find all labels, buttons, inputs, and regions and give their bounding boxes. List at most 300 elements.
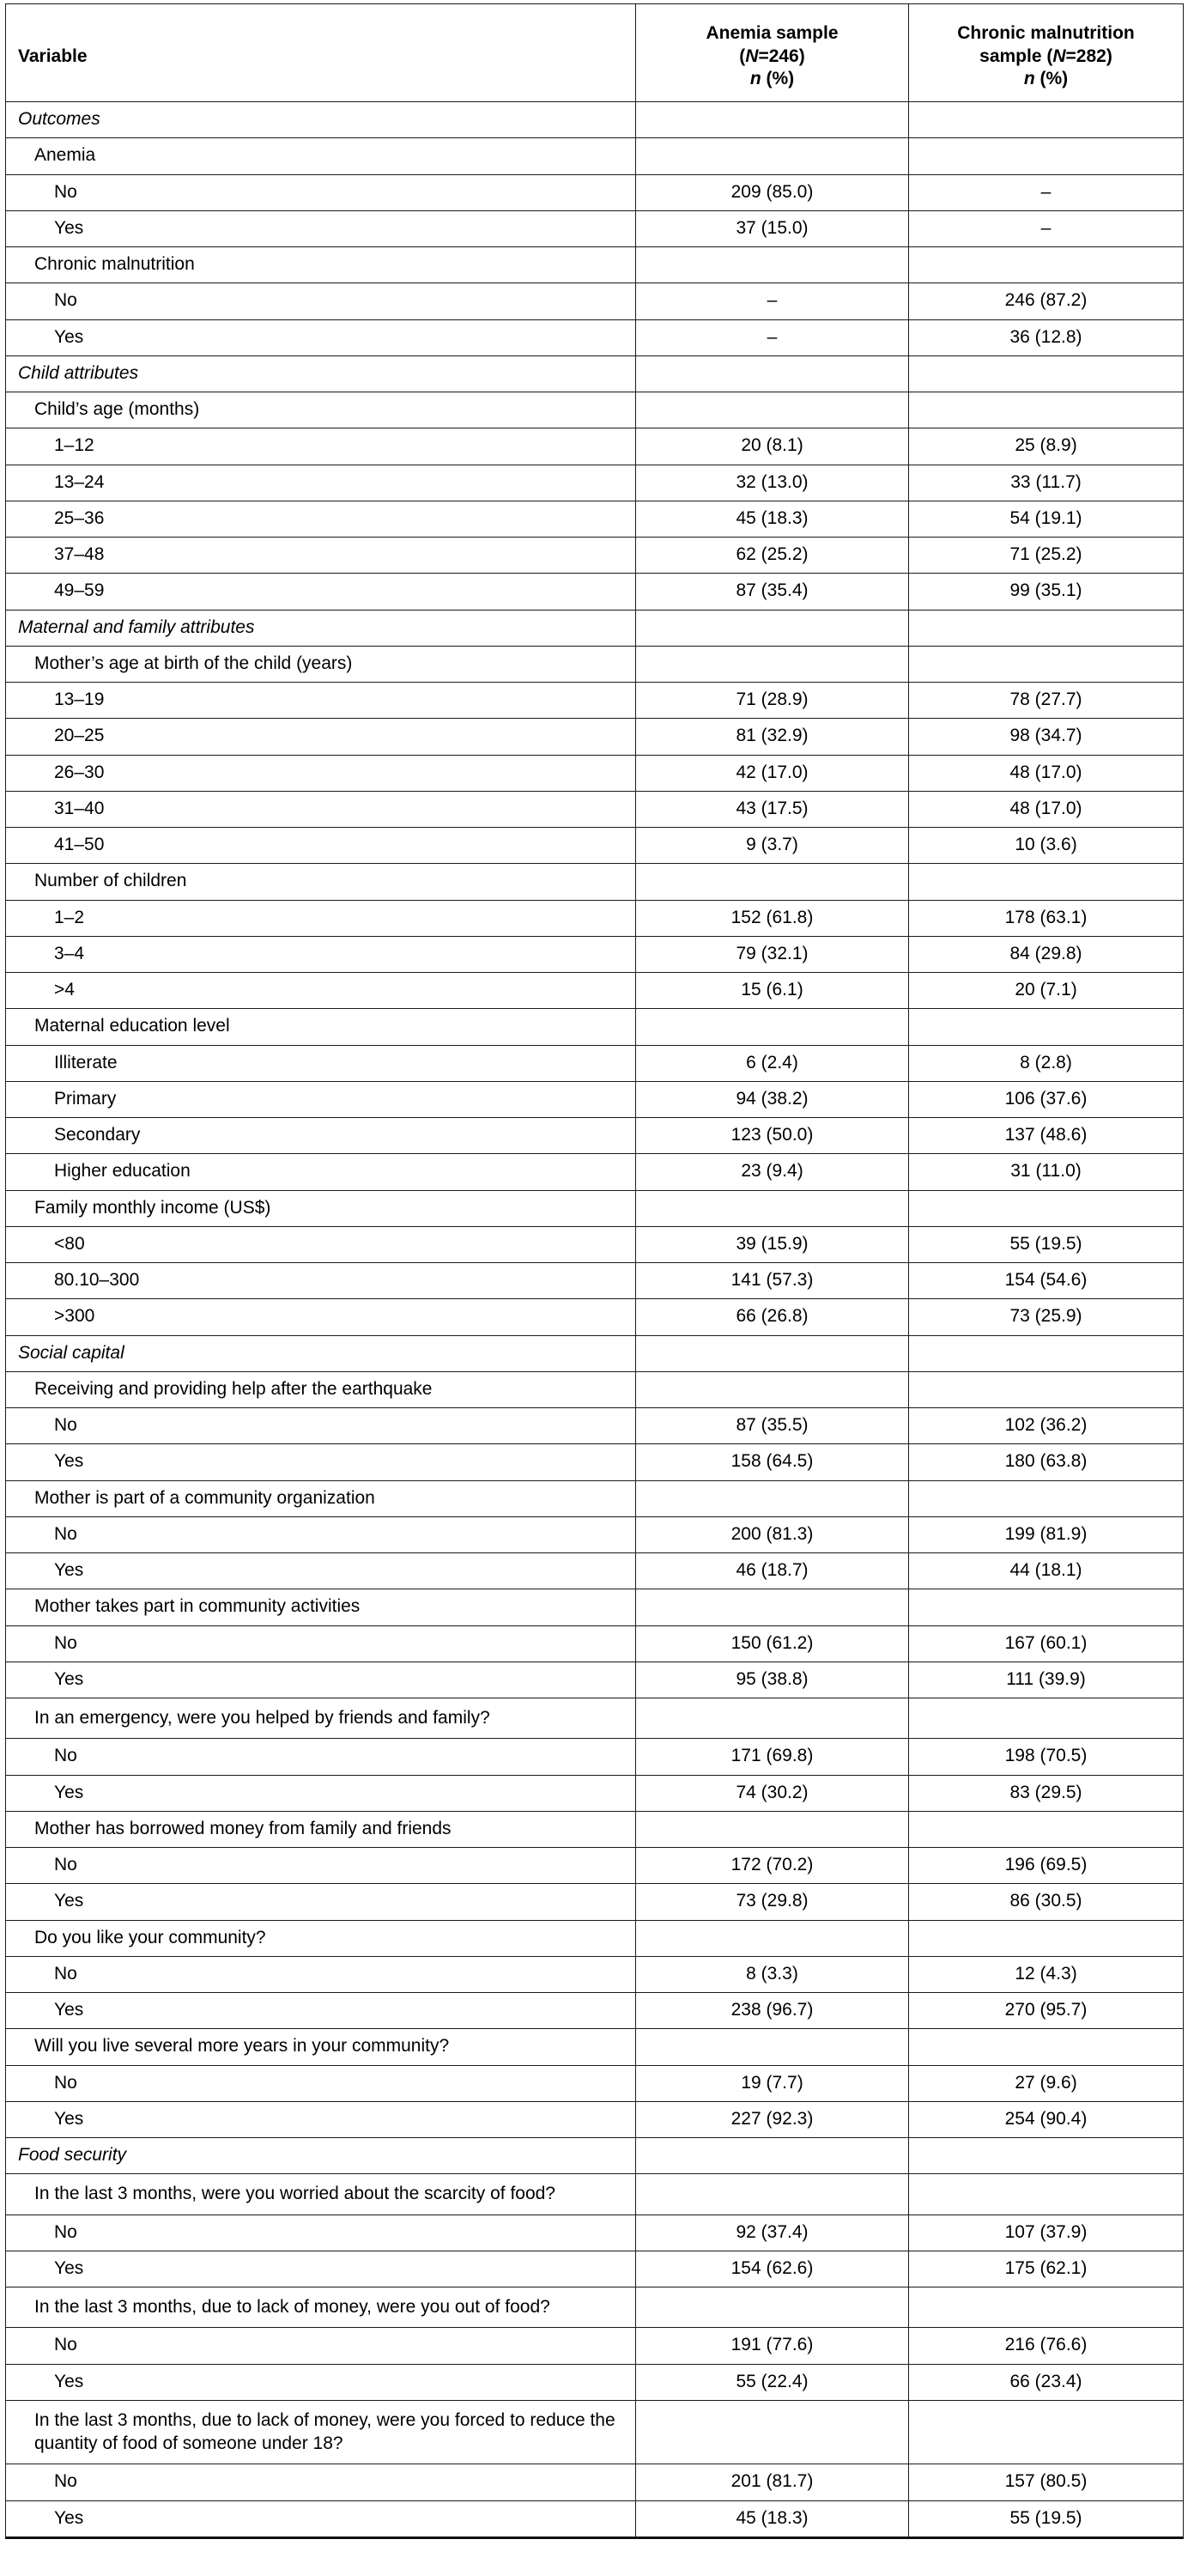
variable-category-cell [6, 2215, 636, 2251]
variable-category-cell [6, 973, 636, 1009]
table-row [6, 2215, 1184, 2251]
anemia-sample-value-cell: 209 (85.0) [636, 174, 909, 210]
row-label: Yes [54, 1891, 84, 1911]
anemia-sample-value-cell [636, 1371, 909, 1407]
table-row [6, 973, 1184, 1009]
anemia-sample-value-cell: 37 (15.0) [636, 210, 909, 246]
chronic-malnutrition-sample-value-cell: 270 (95.7) [909, 1993, 1184, 2029]
row-label: Food security [18, 2145, 127, 2166]
row-label: Maternal education level [34, 1016, 230, 1036]
chronic-malnutrition-sample-value-cell [909, 1009, 1184, 1045]
chronic-malnutrition-sample-value-cell: 55 (19.5) [909, 2500, 1184, 2537]
row-label: Primary [54, 1088, 117, 1109]
chronic-malnutrition-sample-value-cell [909, 1811, 1184, 1847]
anemia-sample-value-cell [636, 355, 909, 392]
row-label: Mother takes part in community activities [34, 1596, 361, 1617]
chronic-malnutrition-sample-value-cell [909, 1190, 1184, 1226]
chronic-malnutrition-sample-value-cell: 27 (9.6) [909, 2065, 1184, 2101]
row-label: Mother is part of a community organization [34, 1487, 375, 1508]
row-label: 37–48 [54, 544, 105, 564]
table-row [6, 538, 1184, 574]
row-label: Higher education [54, 1161, 191, 1182]
table-row [6, 791, 1184, 827]
row-label: Yes [54, 2371, 84, 2391]
row-label: No [54, 1415, 77, 1435]
chronic-malnutrition-sample-value-cell: 20 (7.1) [909, 973, 1184, 1009]
table-row [6, 283, 1184, 319]
table-row [6, 1698, 1184, 1739]
chronic-malnutrition-sample-value-cell: 54 (19.1) [909, 501, 1184, 537]
variable-category-cell [6, 1118, 636, 1154]
row-label: 13–24 [54, 471, 105, 492]
anemia-header-line1: Anemia sample [706, 22, 839, 43]
chronic-malnutrition-sample-value-cell [909, 2029, 1184, 2065]
table-row [6, 2400, 1184, 2464]
variable-name-cell [6, 138, 636, 174]
anemia-sample-value-cell: 66 (26.8) [636, 1299, 909, 1335]
variable-category-cell [6, 1226, 636, 1262]
anemia-sample-value-cell: 141 (57.3) [636, 1263, 909, 1299]
row-label: 1–12 [54, 435, 94, 456]
row-label: 26–30 [54, 762, 105, 782]
chronic-malnutrition-sample-value-cell [909, 1335, 1184, 1371]
row-label: >4 [54, 980, 75, 999]
row-label: 13–19 [54, 690, 105, 709]
anemia-sample-value-cell [636, 864, 909, 900]
table-row [6, 1335, 1184, 1371]
chronic-header-line3-post: (%) [1034, 69, 1069, 89]
anemia-sample-value-cell [636, 1335, 909, 1371]
chronic-malnutrition-sample-value-cell [909, 1371, 1184, 1407]
row-label: Yes [54, 1560, 84, 1580]
row-label: Anemia [34, 145, 96, 166]
anemia-sample-value-cell [636, 2138, 909, 2174]
anemia-sample-value-cell [636, 102, 909, 138]
chronic-malnutrition-sample-value-cell: 106 (37.6) [909, 1081, 1184, 1117]
row-label: 25–36 [54, 507, 105, 528]
variable-category-cell [6, 1956, 636, 1992]
anemia-sample-value-cell: 238 (96.7) [636, 1993, 909, 2029]
section-header-cell [6, 355, 636, 392]
column-header-variable [6, 4, 636, 102]
table-row [6, 1956, 1184, 1992]
section-header-cell [6, 102, 636, 138]
anemia-header-line2-italic-N: N [745, 46, 759, 66]
anemia-sample-value-cell: 191 (77.6) [636, 2328, 909, 2364]
table-row [6, 1516, 1184, 1552]
table-row [6, 755, 1184, 791]
chronic-malnutrition-sample-value-cell [909, 2287, 1184, 2328]
anemia-sample-value-cell: 43 (17.5) [636, 791, 909, 827]
table-row [6, 646, 1184, 682]
anemia-sample-value-cell [636, 392, 909, 428]
column-header-anemia-sample [636, 4, 909, 102]
variable-name-cell [6, 247, 636, 283]
anemia-sample-value-cell: 172 (70.2) [636, 1848, 909, 1884]
table-row [6, 319, 1184, 355]
variable-category-cell [6, 2500, 636, 2537]
table-row [6, 1009, 1184, 1045]
row-label: Do you like your community? [34, 1927, 266, 1947]
row-label: No [54, 290, 77, 311]
row-label: 1–2 [54, 907, 85, 927]
chronic-malnutrition-sample-value-cell [909, 864, 1184, 900]
chronic-header-line3 [918, 68, 1174, 91]
chronic-malnutrition-sample-value-cell [909, 247, 1184, 283]
row-label: Illiterate [54, 1052, 118, 1072]
row-label: 3–4 [54, 943, 85, 963]
anemia-header-line3-post: (%) [761, 69, 795, 89]
chronic-malnutrition-sample-value-cell: 25 (8.9) [909, 428, 1184, 465]
table-row [6, 1920, 1184, 1956]
row-label: >300 [54, 1306, 95, 1327]
anemia-sample-value-cell: 154 (62.6) [636, 2251, 909, 2287]
table-row [6, 900, 1184, 936]
variable-category-cell [6, 210, 636, 246]
anemia-header-line3 [645, 68, 900, 91]
descriptive-statistics-table [5, 3, 1184, 2539]
row-label: Yes [54, 2000, 84, 2020]
table-header [6, 4, 1184, 102]
anemia-sample-value-cell [636, 2029, 909, 2065]
row-label: Child’s age (months) [34, 399, 200, 419]
row-label: No [54, 1746, 77, 1766]
anemia-sample-value-cell [636, 610, 909, 646]
table-row [6, 1299, 1184, 1335]
anemia-sample-value-cell: 152 (61.8) [636, 900, 909, 936]
anemia-sample-value-cell: 123 (50.0) [636, 1118, 909, 1154]
anemia-sample-value-cell: 55 (22.4) [636, 2364, 909, 2400]
row-label: Secondary [54, 1125, 141, 1145]
chronic-malnutrition-sample-value-cell: 157 (80.5) [909, 2464, 1184, 2500]
anemia-sample-value-cell: 46 (18.7) [636, 1553, 909, 1589]
table-row [6, 828, 1184, 864]
table-row [6, 1154, 1184, 1190]
table-row [6, 465, 1184, 501]
anemia-sample-value-cell: 20 (8.1) [636, 428, 909, 465]
table-row [6, 1118, 1184, 1154]
row-label: In the last 3 months, were you worried about the scarcity of food? [34, 2184, 555, 2204]
anemia-sample-value-cell: 32 (13.0) [636, 465, 909, 501]
table-row [6, 2464, 1184, 2500]
variable-category-cell [6, 2101, 636, 2137]
variable-category-cell [6, 828, 636, 864]
chronic-malnutrition-sample-value-cell: 66 (23.4) [909, 2364, 1184, 2400]
table-row [6, 1081, 1184, 1117]
row-label: Receiving and providing help after the earthquake [34, 1378, 433, 1399]
row-label: No [54, 181, 77, 202]
chronic-malnutrition-sample-value-cell [909, 392, 1184, 428]
anemia-sample-value-cell: 81 (32.9) [636, 719, 909, 755]
chronic-malnutrition-sample-value-cell: 86 (30.5) [909, 1884, 1184, 1920]
variable-category-cell [6, 465, 636, 501]
row-label: Yes [54, 217, 84, 238]
anemia-sample-value-cell: 87 (35.5) [636, 1408, 909, 1444]
variable-category-cell [6, 1444, 636, 1480]
variable-category-cell [6, 1299, 636, 1335]
chronic-malnutrition-sample-value-cell: – [909, 210, 1184, 246]
anemia-sample-value-cell: 23 (9.4) [636, 1154, 909, 1190]
chronic-malnutrition-sample-value-cell: 10 (3.6) [909, 828, 1184, 864]
chronic-malnutrition-sample-value-cell: 44 (18.1) [909, 1553, 1184, 1589]
table-row [6, 719, 1184, 755]
chronic-malnutrition-sample-value-cell [909, 2138, 1184, 2174]
chronic-malnutrition-sample-value-cell: 199 (81.9) [909, 1516, 1184, 1552]
row-label: Outcomes [18, 109, 100, 129]
row-label: No [54, 2072, 77, 2093]
anemia-sample-value-cell: 73 (29.8) [636, 1884, 909, 1920]
variable-name-cell [6, 2174, 636, 2215]
anemia-sample-value-cell: 150 (61.2) [636, 1625, 909, 1662]
row-label: In the last 3 months, due to lack of money, were you forced to reduce the quantity of food of someone under 18? [34, 2409, 615, 2454]
chronic-malnutrition-sample-value-cell [909, 102, 1184, 138]
anemia-sample-value-cell [636, 1009, 909, 1045]
section-header-cell [6, 1335, 636, 1371]
chronic-malnutrition-sample-value-cell: 175 (62.1) [909, 2251, 1184, 2287]
variable-name-cell [6, 2400, 636, 2464]
anemia-header-line2-post: =246) [758, 46, 805, 66]
variable-category-cell [6, 2364, 636, 2400]
anemia-sample-value-cell: 9 (3.7) [636, 828, 909, 864]
anemia-sample-value-cell: 94 (38.2) [636, 1081, 909, 1117]
row-label: Will you live several more years in your community? [34, 2036, 450, 2057]
variable-category-cell [6, 791, 636, 827]
chronic-malnutrition-sample-value-cell [909, 355, 1184, 392]
anemia-sample-value-cell: 42 (17.0) [636, 755, 909, 791]
anemia-sample-value-cell: – [636, 319, 909, 355]
chronic-malnutrition-sample-value-cell [909, 1480, 1184, 1516]
table-row [6, 2138, 1184, 2174]
chronic-malnutrition-sample-value-cell: 84 (29.8) [909, 936, 1184, 972]
table-row [6, 936, 1184, 972]
table-row [6, 138, 1184, 174]
variable-category-cell [6, 2464, 636, 2500]
row-label: Chronic malnutrition [34, 254, 195, 274]
row-label: 49–59 [54, 580, 105, 601]
chronic-malnutrition-sample-value-cell [909, 646, 1184, 682]
row-label: Mother has borrowed money from family and friends [34, 1818, 452, 1838]
chronic-malnutrition-sample-value-cell: 198 (70.5) [909, 1739, 1184, 1775]
row-label: Yes [54, 2257, 84, 2278]
variable-category-cell [6, 1884, 636, 1920]
chronic-malnutrition-sample-value-cell: 254 (90.4) [909, 2101, 1184, 2137]
table-row [6, 1589, 1184, 1625]
variable-category-cell [6, 428, 636, 465]
row-label: No [54, 1632, 77, 1653]
table-row [6, 355, 1184, 392]
table-row [6, 2500, 1184, 2537]
row-label: 31–40 [54, 798, 105, 818]
row-label: In the last 3 months, due to lack of money, were you out of food? [34, 2297, 550, 2318]
variable-category-cell [6, 1625, 636, 1662]
variable-category-cell [6, 1775, 636, 1811]
section-header-cell [6, 2138, 636, 2174]
row-label: Child attributes [18, 362, 139, 383]
table-row [6, 428, 1184, 465]
chronic-malnutrition-sample-value-cell: 31 (11.0) [909, 1154, 1184, 1190]
variable-category-cell [6, 574, 636, 610]
chronic-malnutrition-sample-value-cell: 55 (19.5) [909, 1226, 1184, 1262]
table-row [6, 1045, 1184, 1081]
variable-category-cell [6, 1739, 636, 1775]
anemia-sample-value-cell: 19 (7.7) [636, 2065, 909, 2101]
row-label: No [54, 2221, 77, 2242]
table-row [6, 1811, 1184, 1847]
anemia-sample-value-cell: 71 (28.9) [636, 683, 909, 719]
chronic-malnutrition-sample-value-cell: 196 (69.5) [909, 1848, 1184, 1884]
chronic-malnutrition-sample-value-cell: 178 (63.1) [909, 900, 1184, 936]
table-row [6, 2328, 1184, 2364]
chronic-malnutrition-sample-value-cell: 167 (60.1) [909, 1625, 1184, 1662]
table-row [6, 1739, 1184, 1775]
variable-category-cell [6, 1408, 636, 1444]
anemia-sample-value-cell: 92 (37.4) [636, 2215, 909, 2251]
row-label: 41–50 [54, 835, 105, 854]
row-label: Yes [54, 1782, 84, 1802]
anemia-sample-value-cell: 39 (15.9) [636, 1226, 909, 1262]
variable-name-cell [6, 2029, 636, 2065]
anemia-header-line3-italic-n: n [749, 69, 761, 89]
row-label: In an emergency, were you helped by friends and family? [34, 1708, 490, 1728]
table-row [6, 1775, 1184, 1811]
anemia-sample-value-cell: – [636, 283, 909, 319]
table-row [6, 1884, 1184, 1920]
variable-category-cell [6, 936, 636, 972]
variable-category-cell [6, 174, 636, 210]
table-row [6, 2287, 1184, 2328]
anemia-sample-value-cell [636, 2174, 909, 2215]
anemia-header-line2 [645, 46, 900, 69]
table-row [6, 864, 1184, 900]
table-row [6, 1480, 1184, 1516]
anemia-sample-value-cell: 227 (92.3) [636, 2101, 909, 2137]
chronic-malnutrition-sample-value-cell: 73 (25.9) [909, 1299, 1184, 1335]
chronic-malnutrition-sample-value-cell [909, 138, 1184, 174]
chronic-malnutrition-sample-value-cell: 246 (87.2) [909, 283, 1184, 319]
chronic-malnutrition-sample-value-cell: 216 (76.6) [909, 2328, 1184, 2364]
variable-category-cell [6, 1516, 636, 1552]
row-label: 20–25 [54, 726, 105, 746]
row-label: No [54, 1855, 77, 1875]
table-row [6, 1993, 1184, 2029]
anemia-sample-value-cell [636, 1920, 909, 1956]
chronic-malnutrition-sample-value-cell [909, 1698, 1184, 1739]
variable-name-cell [6, 1480, 636, 1516]
chronic-malnutrition-sample-value-cell: 8 (2.8) [909, 1045, 1184, 1081]
chronic-malnutrition-sample-value-cell: 99 (35.1) [909, 574, 1184, 610]
variable-category-cell [6, 1662, 636, 1698]
chronic-malnutrition-sample-value-cell [909, 2400, 1184, 2464]
row-label: Yes [54, 2108, 84, 2129]
table-row [6, 1226, 1184, 1262]
table-row [6, 1553, 1184, 1589]
anemia-sample-value-cell: 171 (69.8) [636, 1739, 909, 1775]
variable-category-cell [6, 2251, 636, 2287]
variable-name-cell [6, 392, 636, 428]
variable-name-cell [6, 1009, 636, 1045]
variable-category-cell [6, 1081, 636, 1117]
chronic-malnutrition-sample-value-cell: 71 (25.2) [909, 538, 1184, 574]
row-label: Yes [54, 326, 84, 347]
variable-category-cell [6, 1553, 636, 1589]
anemia-sample-value-cell [636, 138, 909, 174]
variable-category-cell [6, 1263, 636, 1299]
variable-category-cell [6, 2065, 636, 2101]
anemia-sample-value-cell [636, 247, 909, 283]
table-row [6, 102, 1184, 138]
variable-name-cell [6, 1190, 636, 1226]
chronic-malnutrition-sample-value-cell: 102 (36.2) [909, 1408, 1184, 1444]
row-label: Social capital [18, 1342, 124, 1363]
table-row [6, 2101, 1184, 2137]
chronic-malnutrition-sample-value-cell [909, 1920, 1184, 1956]
row-label: Number of children [34, 871, 187, 891]
section-header-cell [6, 610, 636, 646]
row-label: Family monthly income (US$) [34, 1197, 271, 1218]
variable-category-cell [6, 1993, 636, 2029]
row-label: Yes [54, 1451, 84, 1472]
variable-name-cell [6, 1698, 636, 1739]
chronic-header-line2 [918, 46, 1174, 69]
anemia-sample-value-cell: 15 (6.1) [636, 973, 909, 1009]
variable-name-cell [6, 1589, 636, 1625]
variable-category-cell [6, 538, 636, 574]
table-row [6, 392, 1184, 428]
table-row [6, 683, 1184, 719]
chronic-malnutrition-sample-value-cell: 154 (54.6) [909, 1263, 1184, 1299]
row-label: No [54, 2335, 77, 2355]
variable-category-cell [6, 283, 636, 319]
chronic-malnutrition-sample-value-cell: – [909, 174, 1184, 210]
column-header-variable-label: Variable [18, 46, 88, 66]
table-body [6, 102, 1184, 2538]
anemia-sample-value-cell: 6 (2.4) [636, 1045, 909, 1081]
chronic-malnutrition-sample-value-cell: 78 (27.7) [909, 683, 1184, 719]
chronic-header-line1: Chronic malnutrition [957, 22, 1135, 43]
anemia-sample-value-cell [636, 646, 909, 682]
variable-category-cell [6, 683, 636, 719]
table-row [6, 501, 1184, 537]
table-row [6, 2251, 1184, 2287]
anemia-sample-value-cell [636, 2287, 909, 2328]
anemia-sample-value-cell [636, 1190, 909, 1226]
anemia-sample-value-cell [636, 1698, 909, 1739]
anemia-sample-value-cell: 79 (32.1) [636, 936, 909, 972]
table-header-row [6, 4, 1184, 102]
chronic-header-line2-pre: sample ( [979, 46, 1053, 66]
chronic-malnutrition-sample-value-cell: 83 (29.5) [909, 1775, 1184, 1811]
table-row [6, 1625, 1184, 1662]
variable-category-cell [6, 1154, 636, 1190]
variable-name-cell [6, 1811, 636, 1847]
chronic-malnutrition-sample-value-cell: 98 (34.7) [909, 719, 1184, 755]
chronic-malnutrition-sample-value-cell [909, 1589, 1184, 1625]
anemia-sample-value-cell: 95 (38.8) [636, 1662, 909, 1698]
table-row [6, 1408, 1184, 1444]
table-row [6, 2029, 1184, 2065]
table-row [6, 210, 1184, 246]
row-label: Yes [54, 1668, 84, 1689]
chronic-malnutrition-sample-value-cell: 180 (63.8) [909, 1444, 1184, 1480]
row-label: Yes [54, 2507, 84, 2528]
variable-category-cell [6, 2328, 636, 2364]
chronic-malnutrition-sample-value-cell: 48 (17.0) [909, 755, 1184, 791]
row-label: No [54, 2471, 77, 2492]
column-header-chronic-malnutrition-sample [909, 4, 1184, 102]
row-label: Maternal and family attributes [18, 617, 255, 637]
table-row [6, 2174, 1184, 2215]
table-row [6, 2065, 1184, 2101]
